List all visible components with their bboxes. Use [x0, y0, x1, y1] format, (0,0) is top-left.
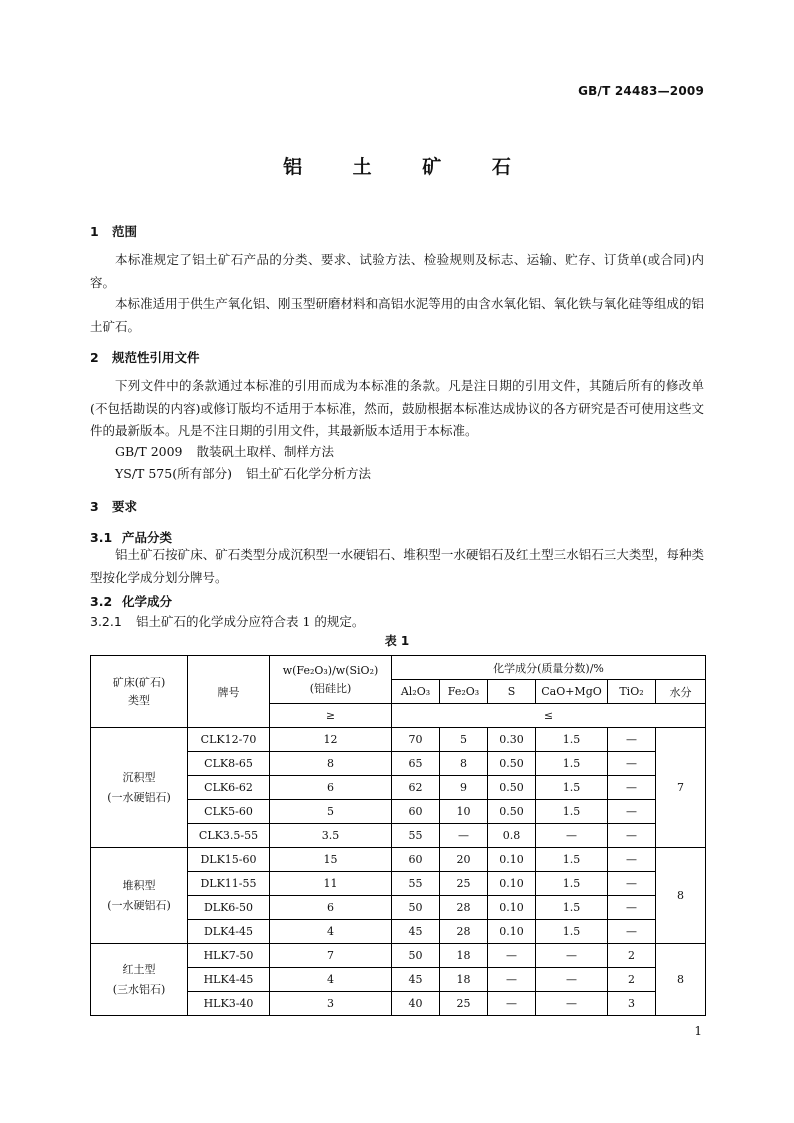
cao-mgo-cell: 1.5 — [536, 896, 608, 920]
cao-mgo-cell: 1.5 — [536, 800, 608, 824]
section-number: 1 — [90, 224, 99, 239]
deposit-type-cell: 沉积型 (一水硬铝石) — [91, 728, 188, 848]
al2o3-cell: 45 — [392, 968, 440, 992]
table-row — [91, 728, 706, 752]
section-2-heading — [90, 348, 200, 366]
deposit-type-cell: 堆积型 (一水硬铝石) — [91, 848, 188, 944]
reference-title: 散装矾土取样、制样方法 — [196, 444, 335, 459]
s-cell: 0.10 — [488, 920, 536, 944]
header-max-symbol: ≤ — [392, 704, 706, 728]
header-deposit-type: 矿床(矿石)类型 — [91, 656, 188, 728]
section-number: 3.2 — [90, 594, 113, 609]
al2o3-cell: 70 — [392, 728, 440, 752]
tio2-cell: — — [608, 848, 656, 872]
table-row — [91, 944, 706, 968]
s-cell: 0.50 — [488, 752, 536, 776]
grade-cell: DLK15-60 — [188, 848, 270, 872]
ratio-cell: 3.5 — [270, 824, 392, 848]
header-tio2: TiO₂ — [608, 680, 656, 704]
tio2-cell: — — [608, 776, 656, 800]
s-cell: 0.10 — [488, 872, 536, 896]
s-cell: 0.8 — [488, 824, 536, 848]
header-s: S — [488, 680, 536, 704]
al2o3-cell: 50 — [392, 896, 440, 920]
ratio-cell: 3 — [270, 992, 392, 1016]
cao-mgo-cell: 1.5 — [536, 752, 608, 776]
al2o3-cell: 50 — [392, 944, 440, 968]
section-title: 范围 — [112, 224, 138, 239]
fe2o3-cell: 28 — [440, 896, 488, 920]
water-cell: 8 — [656, 944, 706, 1016]
reference-code: YS/T 575(所有部分) — [115, 466, 232, 481]
al2o3-cell: 55 — [392, 824, 440, 848]
grade-cell: DLK11-55 — [188, 872, 270, 896]
grade-cell: DLK6-50 — [188, 896, 270, 920]
section-number: 3 — [90, 499, 99, 514]
header-water: 水分 — [656, 680, 706, 704]
ratio-cell: 5 — [270, 800, 392, 824]
section-number: 2 — [90, 350, 99, 365]
al2o3-cell: 62 — [392, 776, 440, 800]
ratio-label: (铝硅比) — [309, 681, 352, 695]
cao-mgo-cell: — — [536, 992, 608, 1016]
deposit-type-cell: 红土型 (三水铝石) — [91, 944, 188, 1016]
header-ratio — [270, 656, 392, 704]
section-number: 3.1 — [90, 530, 113, 545]
fe2o3-cell: 10 — [440, 800, 488, 824]
header-al2o3: Al₂O₃ — [392, 680, 440, 704]
grade-cell: CLK5-60 — [188, 800, 270, 824]
clause-number: 3.2.1 — [90, 614, 122, 629]
reference-1 — [115, 442, 334, 460]
fe2o3-cell: 20 — [440, 848, 488, 872]
section-1-paragraph-1: 本标准规定了铝土矿石产品的分类、要求、试验方法、检验规则及标志、运输、贮存、订货单(或合同)内容。 — [90, 252, 704, 290]
section-1-paragraph-2: 本标准适用于供生产氧化铝、刚玉型研磨材料和高铝水泥等用的由含水氧化铝、氧化铁与氧化硅等组成的铝土矿石。 — [90, 296, 704, 334]
ratio-cell: 6 — [270, 896, 392, 920]
al2o3-cell: 65 — [392, 752, 440, 776]
cao-mgo-cell: — — [536, 968, 608, 992]
header-grade: 牌号 — [188, 656, 270, 728]
al2o3-cell: 40 — [392, 992, 440, 1016]
clause-3-2-1 — [90, 612, 364, 630]
s-cell: — — [488, 944, 536, 968]
section-title: 要求 — [112, 499, 138, 514]
ratio-formula: w(Fe₂O₃)/w(SiO₂) — [282, 663, 379, 677]
al2o3-cell: 55 — [392, 872, 440, 896]
grade-cell: CLK6-62 — [188, 776, 270, 800]
ratio-cell: 15 — [270, 848, 392, 872]
section-1-heading — [90, 222, 137, 240]
standard-number: GB/T 24483—2009 — [578, 84, 704, 98]
clause-text: 铝土矿石的化学成分应符合表 1 的规定。 — [136, 614, 365, 629]
fe2o3-cell: 18 — [440, 944, 488, 968]
header-chemical-composition: 化学成分(质量分数)/% — [392, 656, 706, 680]
s-cell: 0.10 — [488, 896, 536, 920]
fe2o3-cell: 18 — [440, 968, 488, 992]
fe2o3-cell: — — [440, 824, 488, 848]
water-cell: 7 — [656, 728, 706, 848]
section-2-paragraph: 下列文件中的条款通过本标准的引用而成为本标准的条款。凡是注日期的引用文件，其随后所有的修改单(不包括勘误的内容)或修订版均不适用于本标准，然而，鼓励根据本标准达成协议的各方研究是否可使用这些文件的最新版本。凡是不注日期的引用文件，其最新版本适用于本标准。 — [90, 378, 704, 438]
tio2-cell: — — [608, 728, 656, 752]
al2o3-cell: 45 — [392, 920, 440, 944]
cao-mgo-cell: 1.5 — [536, 776, 608, 800]
reference-2 — [115, 464, 371, 482]
fe2o3-cell: 25 — [440, 992, 488, 1016]
tio2-cell: — — [608, 800, 656, 824]
cao-mgo-cell: — — [536, 824, 608, 848]
s-cell: 0.30 — [488, 728, 536, 752]
cao-mgo-cell: 1.5 — [536, 920, 608, 944]
grade-cell: HLK3-40 — [188, 992, 270, 1016]
ratio-cell: 8 — [270, 752, 392, 776]
section-3-2-heading — [90, 592, 172, 610]
ratio-cell: 4 — [270, 920, 392, 944]
page-number: 1 — [694, 1024, 702, 1038]
fe2o3-cell: 8 — [440, 752, 488, 776]
header-fe2o3: Fe₂O₃ — [440, 680, 488, 704]
tio2-cell: — — [608, 896, 656, 920]
grade-cell: DLK4-45 — [188, 920, 270, 944]
tio2-cell: 2 — [608, 944, 656, 968]
tio2-cell: — — [608, 920, 656, 944]
section-title: 规范性引用文件 — [112, 350, 200, 365]
fe2o3-cell: 28 — [440, 920, 488, 944]
cao-mgo-cell: 1.5 — [536, 728, 608, 752]
table-row — [91, 848, 706, 872]
fe2o3-cell: 25 — [440, 872, 488, 896]
ratio-cell: 11 — [270, 872, 392, 896]
reference-title: 铝土矿石化学分析方法 — [245, 466, 371, 481]
header-cao-mgo: CaO+MgO — [536, 680, 608, 704]
table-caption: 表 1 — [384, 634, 410, 648]
tio2-cell: 2 — [608, 968, 656, 992]
section-title: 产品分类 — [122, 530, 173, 545]
water-cell: 8 — [656, 848, 706, 944]
grade-cell: CLK12-70 — [188, 728, 270, 752]
tio2-cell: — — [608, 752, 656, 776]
cao-mgo-cell: — — [536, 944, 608, 968]
grade-cell: HLK4-45 — [188, 968, 270, 992]
tio2-cell: — — [608, 872, 656, 896]
fe2o3-cell: 9 — [440, 776, 488, 800]
header-min-symbol: ≥ — [270, 704, 392, 728]
tio2-cell: 3 — [608, 992, 656, 1016]
al2o3-cell: 60 — [392, 848, 440, 872]
s-cell: — — [488, 992, 536, 1016]
cao-mgo-cell: 1.5 — [536, 848, 608, 872]
grade-cell: HLK7-50 — [188, 944, 270, 968]
section-title: 化学成分 — [122, 594, 173, 609]
al2o3-cell: 60 — [392, 800, 440, 824]
grade-cell: CLK8-65 — [188, 752, 270, 776]
s-cell: 0.50 — [488, 800, 536, 824]
ratio-cell: 6 — [270, 776, 392, 800]
ratio-cell: 4 — [270, 968, 392, 992]
section-3-1-paragraph: 铝土矿石按矿床、矿石类型分成沉积型一水硬铝石、堆积型一水硬铝石及红土型三水铝石三大类型，每种类型按化学成分划分牌号。 — [90, 547, 704, 585]
reference-code: GB/T 2009 — [115, 444, 183, 459]
s-cell: — — [488, 968, 536, 992]
grade-cell: CLK3.5-55 — [188, 824, 270, 848]
page-title: 铝 土 矿 石 — [283, 156, 533, 178]
chemical-composition-table — [90, 655, 706, 1016]
fe2o3-cell: 5 — [440, 728, 488, 752]
ratio-cell: 12 — [270, 728, 392, 752]
s-cell: 0.10 — [488, 848, 536, 872]
section-3-heading — [90, 497, 137, 515]
s-cell: 0.50 — [488, 776, 536, 800]
cao-mgo-cell: 1.5 — [536, 872, 608, 896]
ratio-cell: 7 — [270, 944, 392, 968]
tio2-cell: — — [608, 824, 656, 848]
